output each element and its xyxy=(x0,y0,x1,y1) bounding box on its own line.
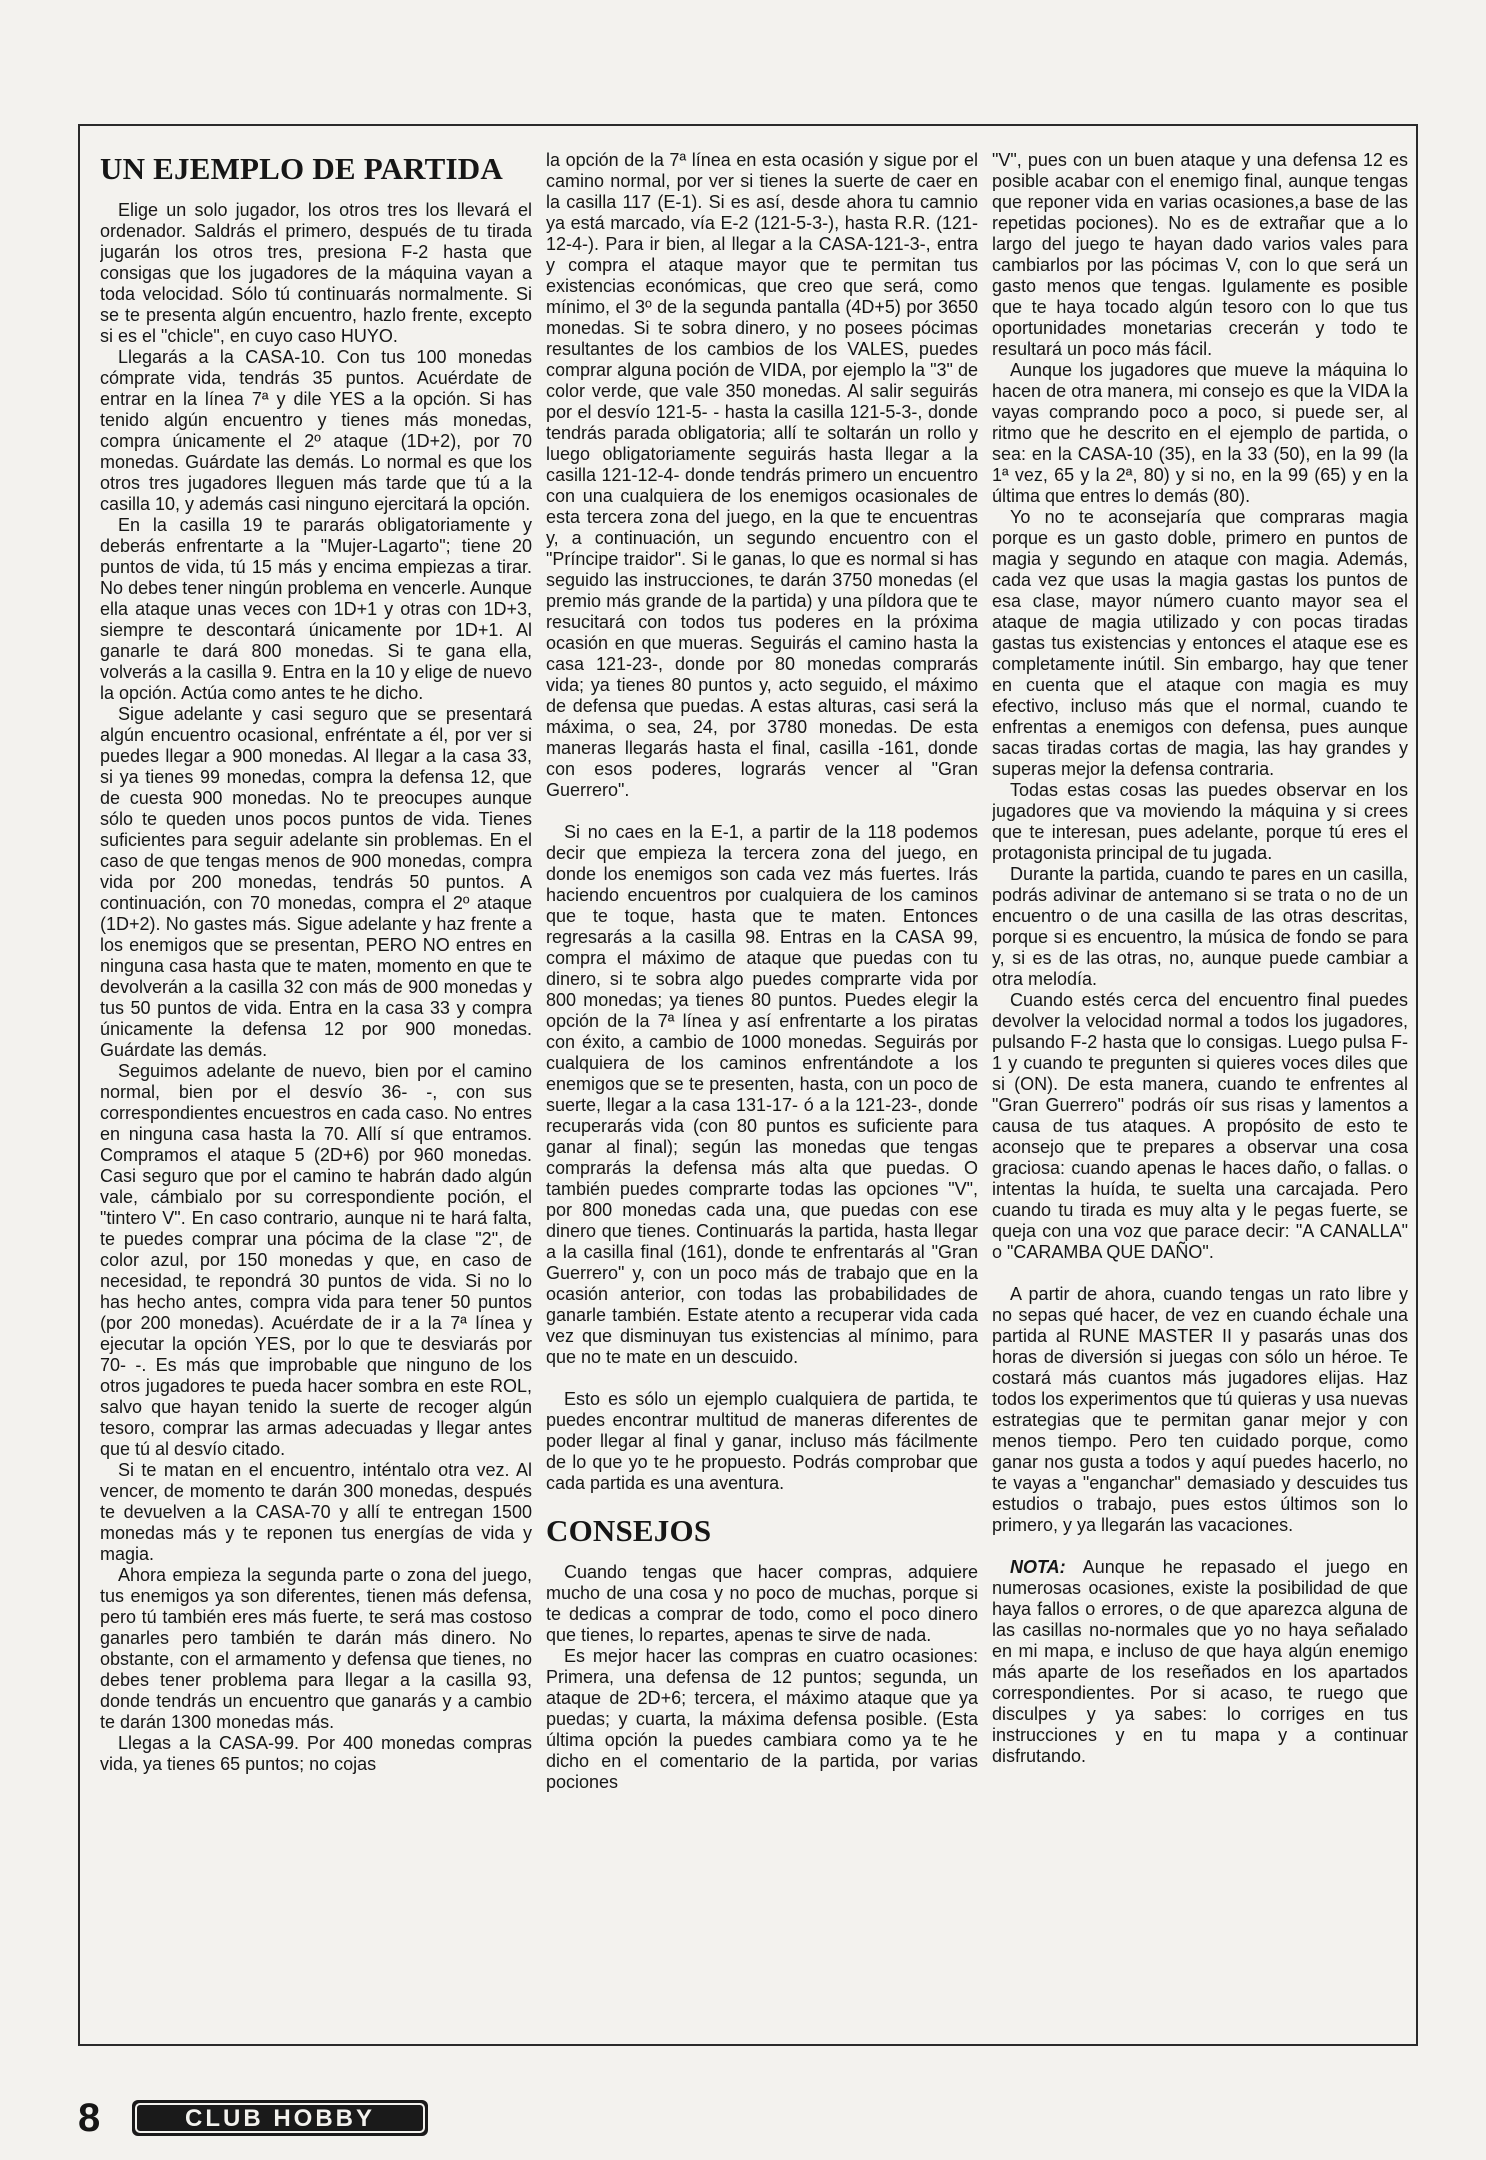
nota-label: NOTA: xyxy=(1010,1557,1066,1577)
column-2 xyxy=(546,150,978,2030)
paragraph: Cuando tengas que hacer compras, adquiere mucho de una cosa y no poco de muchas, porque si te dedicas a comprar de todo, como el poco dinero que tienes, lo repartes, apenas te sirve de nada. xyxy=(546,1562,978,1645)
paragraph: la opción de la 7ª línea en esta ocasión y sigue por el camino normal, por ver si tienes la suerte de caer en la casilla 117 (E-1). Si es así, desde ahora tu camnio ya está marcado, vía E-2 (121-5-3-), hasta R.R. (121-12-4-). Para ir bien, al llegar a la CASA-121-3-, entra y compra el ataque mayor que te permitan tus existencias económicas, que creo que será, como mínimo, el 3º de la segunda pantalla (4D+5) por 3650 monedas. Si te sobra dinero, y no posees pócimas resultantes de los cambios de los VALES, puedes comprar alguna poción de VIDA, por ejemplo la "3" de color verde, que vale 350 monedas. Al salir seguirás por el desvío 121-5- - hasta la casilla 121-5-3-, donde tendrás parada obligatoria; allí te soltarán un rollo y luego obligatoriamente seguirás hasta llegar a la casilla 121-12-4- donde tendrás primero un encuentro con una cualquiera de los enemigos ocasionales de esta tercera zona del juego, en la que te encuentras y, a continuación, un segundo encuentro con el "Príncipe traidor". Si le ganas, lo que es normal si has seguido las instrucciones, te darán 3750 monedas (el premio más grande de la partida) y una píldora que te resucitará con todos tus poderes en la próxima ocasión en que mueras. Seguirás el camino hasta la casa 121-23-, donde por 80 monedas comprarás vida; ya tienes 80 puntos y, acto seguido, el máximo de defensa que puedas. A estas alturas, casi será la máxima, o sea, 24, por 3780 monedas. De esta maneras llegarás hasta el final, casilla -161, donde con esos poderes, lograrás vencer al "Gran Guerrero". xyxy=(546,150,978,800)
paragraph: Todas estas cosas las puedes observar en los jugadores que va moviendo la máquina y si crees que te interesan, pues adelante, porque tú eres el protagonista principal de tu jugada. xyxy=(992,780,1408,863)
paragraph: "V", pues con un buen ataque y una defensa 12 es posible acabar con el enemigo final, aunque tengas que reponer vida en varias ocasiones,a base de las repetidas pociones). No es de extrañar que a lo largo del juego te hayan dado varios vales para cambiarlos por las pócimas V, con lo que será un gasto menos que tengas. Igulamente es posible que te haya tocado algún tesoro con lo que tus oportunidades monetarias crecerán y todo te resultará un poco más fácil. xyxy=(992,150,1408,359)
paragraph: Esto es sólo un ejemplo cualquiera de partida, te puedes encontrar multitud de maneras diferentes de poder llegar al final y ganar, incluso más fácilmente de lo que yo te he propuesto. Podrás comprobar que cada partida es una aventura. xyxy=(546,1389,978,1493)
paragraph: Ahora empieza la segunda parte o zona del juego, tus enemigos ya son diferentes, tienen más defensa, pero tú también eres más fuerte, te será mas costoso ganarles pero también te darán más dinero. No obstante, con el armamento y defensa que tienes, no debes tener problema para llegar a la casilla 93, donde tendrás un encuentro que ganarás y a cambio te darán 1300 monedas más. xyxy=(100,1565,532,1732)
paragraph: Es mejor hacer las compras en cuatro ocasiones: Primera, una defensa de 12 puntos; segunda, un ataque de 2D+6; tercera, el máximo ataque que ya puedas; y cuarta, la máxima defensa posible. (Esta última opción la puedes cambiara como ya te he dicho en el comentario de la partida, por varias pociones xyxy=(546,1646,978,1792)
paragraph: Llegarás a la CASA-10. Con tus 100 monedas cómprate vida, tendrás 35 puntos. Acuérdate de entrar en la línea 7ª y dile YES a la opción. Si has tenido algún encuentro y tienes más monedas, compra únicamente el 2º ataque (1D+2), por 70 monedas. Guárdate las demás. Lo normal es que los otros tres jugadores lleguen más tarde que tú a la casilla 10, y además casi ninguno ejercitará la opción. xyxy=(100,347,532,514)
paragraph: Aunque los jugadores que mueve la máquina lo hacen de otra manera, mi consejo es que la VIDA la vayas comprando poco a poco, si puede ser, al ritmo que he descrito en el ejemplo de partida, o sea: en la CASA-10 (35), en la 33 (50), en la 99 (la 1ª vez, 65 y la 2ª, 80) y si no, en la 99 (65) y en la última que entres lo demás (80). xyxy=(992,360,1408,506)
nota-text: Aunque he repasado el juego en numerosas ocasiones, existe la posibilidad de que haya fallos o errores, o de que aparezca alguna de las casillas no-normales que yo no haya señalado en mi mapa, e incluso de que haya algún enemigo más aparte de los reseñados en los apartados correspondientes. Por si acaso, te ruego que disculpes y ya sabes: lo corriges en tus instrucciones y en tu mapa y a continuar disfrutando. xyxy=(992,1557,1408,1766)
paragraph: Cuando estés cerca del encuentro final puedes devolver la velocidad normal a todos los jugadores, pulsando F-2 hasta que lo consigas. Luego pulsa F-1 y cuando te pregunten si quieres voces diles que si (ON). De esta manera, cuando te enfrentes al "Gran Guerrero" podrás oír sus risas y lamentos a causa de tus ataques. A propósito de esto te aconsejo que te prepares a observar una cosa graciosa: cuando apenas le haces daño, o fallas. o intentas la huída, te suelta una carcajada. Pero cuando tu tirada es muy alta y le pegas fuerte, se queja con una voz que parace decir: "A CANALLA" o "CARAMBA QUE DAÑO". xyxy=(992,990,1408,1262)
paragraph: En la casilla 19 te pararás obligatoriamente y deberás enfrentarte a la "Mujer-Lagarto"; tiene 20 puntos de vida, tú 15 más y encima empiezas a tirar. No debes tener ningún problema en vencerle. Aunque ella ataque unas veces con 1D+1 y otras con 1D+3, siempre te descontará únicamente por 1D+1. Al ganarle te dará 800 monedas. Si te gana ella, volverás a la casilla 9. Entra en la 10 y elige de nuevo la opción. Actúa como antes te he dicho. xyxy=(100,515,532,703)
paragraph: Llegas a la CASA-99. Por 400 monedas compras vida, ya tienes 65 puntos; no cojas xyxy=(100,1733,532,1774)
paragraph: Seguimos adelante de nuevo, bien por el camino normal, bien por el desvío 36- -, con sus correspondientes encuestros en cada caso. No entres en ninguna casa hasta la 70. Allí sí que entramos. Compramos el ataque 5 (2D+6) por 960 monedas. Casi seguro que por el camino te habrán dado algún vale, cámbialo por su correspondiente poción, el "tintero V". En caso contrario, aunque ni te hará falta, te puedes comprar una pócima de la clase "2", de color azul, por 150 monedas y que, en caso de necesidad, te repondrá 30 puntos de vida. Si no lo has hecho antes, compra vida para tener 50 puntos (por 200 monedas). Acuérdate de ir a la 7ª línea y ejecutar la opción YES, por lo que te desviarás por 70- -. Es más que improbable que ninguno de los otros jugadores te pueda hacer sombra en este ROL, salvo que hayan tenido la suerte de recoger algún tesoro, comprar las armas adecuadas y llegar antes que tú al desvío citado. xyxy=(100,1061,532,1459)
paragraph: Elige un solo jugador, los otros tres los llevará el ordenador. Saldrás el primero, después de tu tirada jugarán los otros tres, presiona F-2 hasta que consigas que los jugadores de la máquina vayan a toda velocidad. Sólo tú continuarás normalmente. Si se te presenta algún encuentro, hazlo frente, excepto si es el "chicle", en cuyo caso HUYO. xyxy=(100,200,532,346)
column-3 xyxy=(992,150,1408,2030)
paragraph: Si no caes en la E-1, a partir de la 118 podemos decir que empieza la tercera zona del juego, en donde los enemigos son cada vez más fuertes. Irás haciendo encuentros por cualquiera de los caminos que te toque, hasta que te maten. Entonces regresarás a la casilla 98. Entras en la CASA 99, compra el máximo de ataque que puedas con tu dinero, si te sobra algo puedes comprarte vida por 800 monedas; ya tienes 80 puntos. Puedes elegir la opción de la 7ª línea y así enfrentarte a los piratas con éxito, a cambio de 1000 monedas. Seguirás por cualquiera de los caminos enfrentándote a los enemigos que se te presenten, hasta, con un poco de suerte, llegar a la casa 131-17- ó a la 121-23-, donde recuperarás vida (con 80 puntos es suficiente para ganar al final); según las monedas que tengas comprarás la defensa más alta que puedas. O también puedes comprarte todas las opciones "V", por 800 monedas cada una, que puedas con ese dinero que tienes. Continuarás la partida, hasta llegar a la casilla final (161), donde te enfrentarás al "Gran Guerrero" y, con un poco más de trabajo que en la ocasión anterior, con todas las probabilidades de ganarle también. Estate atento a recuperar vida cada vez que disminuyan tus existencias al mínimo, para que no te mate en un descuido. xyxy=(546,822,978,1367)
paragraph: Yo no te aconsejaría que compraras magia porque es un gasto doble, primero en puntos de magia y segundo en ataque con magia. Además, cada vez que usas la magia gastas los puntos de esa clase, mayor número cuanto mayor sea el ataque de magia utilizado y con pocas tiradas gastas tus existencias y entonces el ataque ese es completamente inútil. Sin embargo, hay que tener en cuenta que el ataque con magia es muy efectivo, incluso más que el normal, cuando te enfrentas a enemigos con defensa, pues aunque sacas tiradas cortas de magia, las hay grandes y superas mejor la defensa contraria. xyxy=(992,507,1408,779)
article-title: UN EJEMPLO DE PARTIDA xyxy=(100,151,503,186)
paragraph: Durante la partida, cuando te pares en un casilla, podrás adivinar de antemano si se trata o no de un encuentro o de una casilla de las otras descritas, porque si es encuentro, la música de fondo se para y, si es de las otras, no, aunque puede cambiar a otra melodía. xyxy=(992,864,1408,989)
club-hobby-logo xyxy=(132,2092,432,2142)
logo-text: CLUB HOBBY xyxy=(185,2105,375,2132)
paragraph: Si te matan en el encuentro, inténtalo otra vez. Al vencer, de momento te darán 300 monedas, después te devuelven a la CASA-70 y allí te entregan 1500 monedas más y te reponen tus energías de vida y magia. xyxy=(100,1460,532,1564)
section-title-consejos: CONSEJOS xyxy=(546,1513,712,1548)
paragraph: Sigue adelante y casi seguro que se presentará algún encuentro ocasional, enfréntate a él, por ver si puedes llegar a 900 monedas. Al llegar a la casa 33, si ya tienes 99 monedas, compra la defensa 12, que de cuesta 900 monedas. No te preocupes aunque sólo te queden unos pocos puntos de vida. Tienes suficientes para seguir adelante sin problemas. En el caso de que tengas menos de 900 monedas, compra vida por 200 monedas, tendrás 50 puntos. A continuación, con 70 monedas, compra el 2º ataque (1D+2). No gastes más. Sigue adelante y haz frente a los enemigos que se presentan, PERO NO entres en ninguna casa hasta que te maten, momento en que te devolverán a la casilla 32 con más de 900 monedas y tus 50 puntos de vida. Entra en la casa 33 y compra únicamente la defensa 12 por 900 monedas. Guárdate las demás. xyxy=(100,704,532,1060)
nota-paragraph xyxy=(992,1557,1408,1767)
paragraph: A partir de ahora, cuando tengas un rato libre y no sepas qué hacer, de vez en cuando échale una partida al RUNE MASTER II y pasarás unas dos horas de diversión si juegas con sólo un héroe. Te costará más cuantos más jugadores elijas. Haz todos los experimentos que tú quieras y usa nuevas estrategias que te permitan ganar mejor y con menos tiempo. Pero ten cuidado porque, como ganar nos gusta a todos y aquí puedes hacerlo, no te vayas a "enganchar" demasiado y descuides tus estudios o trabajo, pues estos últimos son lo primero, y ya llegarán las vacaciones. xyxy=(992,1284,1408,1535)
page-number: 8 xyxy=(78,2096,101,2140)
column-1 xyxy=(100,150,532,2030)
